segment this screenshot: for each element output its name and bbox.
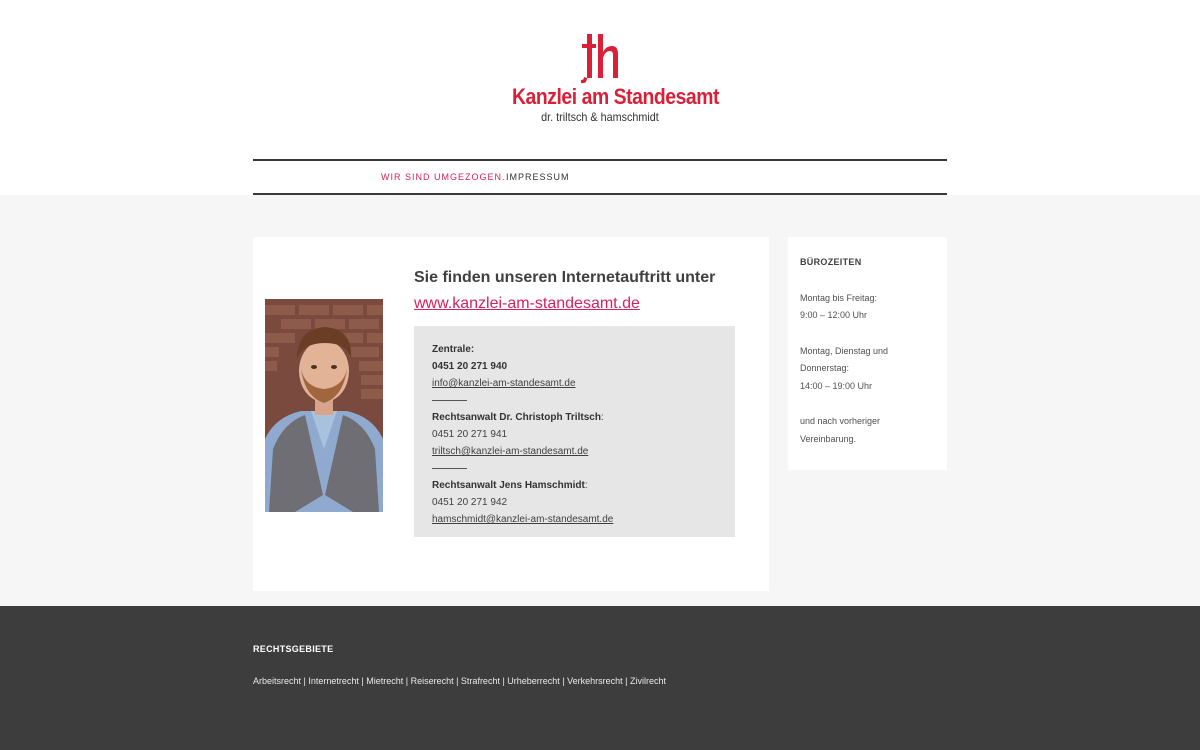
new-website-link[interactable]: www.kanzlei-am-standesamt.de	[414, 295, 640, 312]
contact-email-zentrale[interactable]: info@kanzlei-am-standesamt.de	[432, 378, 576, 389]
site-logo[interactable]	[500, 30, 720, 130]
office-hours-widget	[788, 237, 947, 470]
portrait-illustration	[265, 299, 383, 512]
contact-email-triltsch[interactable]: triltsch@kanzlei-am-standesamt.de	[432, 446, 589, 457]
contact-phone-hamschmidt: 0451 20 271 942	[432, 497, 508, 508]
main-navigation	[253, 159, 947, 195]
headline-text: Sie finden unseren Internetauftritt unter	[414, 269, 716, 286]
nav-item-impressum[interactable]: IMPRESSUM	[506, 172, 570, 182]
moved-notice-heading	[414, 265, 754, 317]
office-hours-text: 14:00 – 19:00 Uhr	[800, 380, 873, 391]
contact-label-suffix: :	[584, 480, 588, 491]
contact-label-zentrale: Zentrale:	[432, 344, 475, 355]
contact-box	[414, 326, 735, 537]
nav-item-umgezogen[interactable]: WIR SIND UMGEZOGEN.	[381, 172, 506, 182]
site-footer	[0, 606, 1200, 750]
contact-divider	[432, 400, 467, 401]
contact-phone-zentrale: 0451 20 271 940	[432, 361, 508, 372]
footer-practice-areas: Arbeitsrecht | Internetrecht | Mietrecht | Reiserecht | Strafrecht | Urheberrecht | Verkehrsrecht | Zivilrecht	[253, 676, 667, 686]
office-hours-text: Montag bis Freitag:	[800, 292, 878, 303]
office-hours-appointment	[800, 413, 935, 448]
office-hours-text: Vereinbarung.	[800, 433, 857, 444]
logo-subtitle: dr. triltsch & hamschmidt	[541, 110, 659, 124]
contact-label-suffix: :	[600, 412, 604, 423]
contact-email-hamschmidt[interactable]: hamschmidt@kanzlei-am-standesamt.de	[432, 514, 614, 525]
office-hours-weekday	[800, 290, 935, 325]
office-hours-text: und nach vorheriger	[800, 416, 881, 426]
contact-label-triltsch: Rechtsanwalt Dr. Christoph Triltsch	[432, 412, 601, 423]
office-hours-text: Donnerstag:	[800, 363, 850, 373]
office-hours-title: BÜROZEITEN	[800, 257, 862, 267]
lawyer-portrait	[265, 299, 383, 512]
logo-monogram-icon	[580, 34, 620, 84]
office-hours-text: Montag, Dienstag und	[800, 345, 889, 356]
logo-name: Kanzlei am Standesamt	[512, 84, 720, 109]
contact-label-hamschmidt: Rechtsanwalt Jens Hamschmidt	[432, 480, 585, 491]
office-hours-afternoon	[800, 343, 935, 396]
contact-divider	[432, 468, 467, 469]
contact-phone-triltsch: 0451 20 271 941	[432, 429, 508, 440]
footer-title: RECHTSGEBIETE	[253, 644, 334, 654]
content-card	[253, 237, 769, 591]
office-hours-text: 9:00 – 12:00 Uhr	[800, 310, 868, 320]
